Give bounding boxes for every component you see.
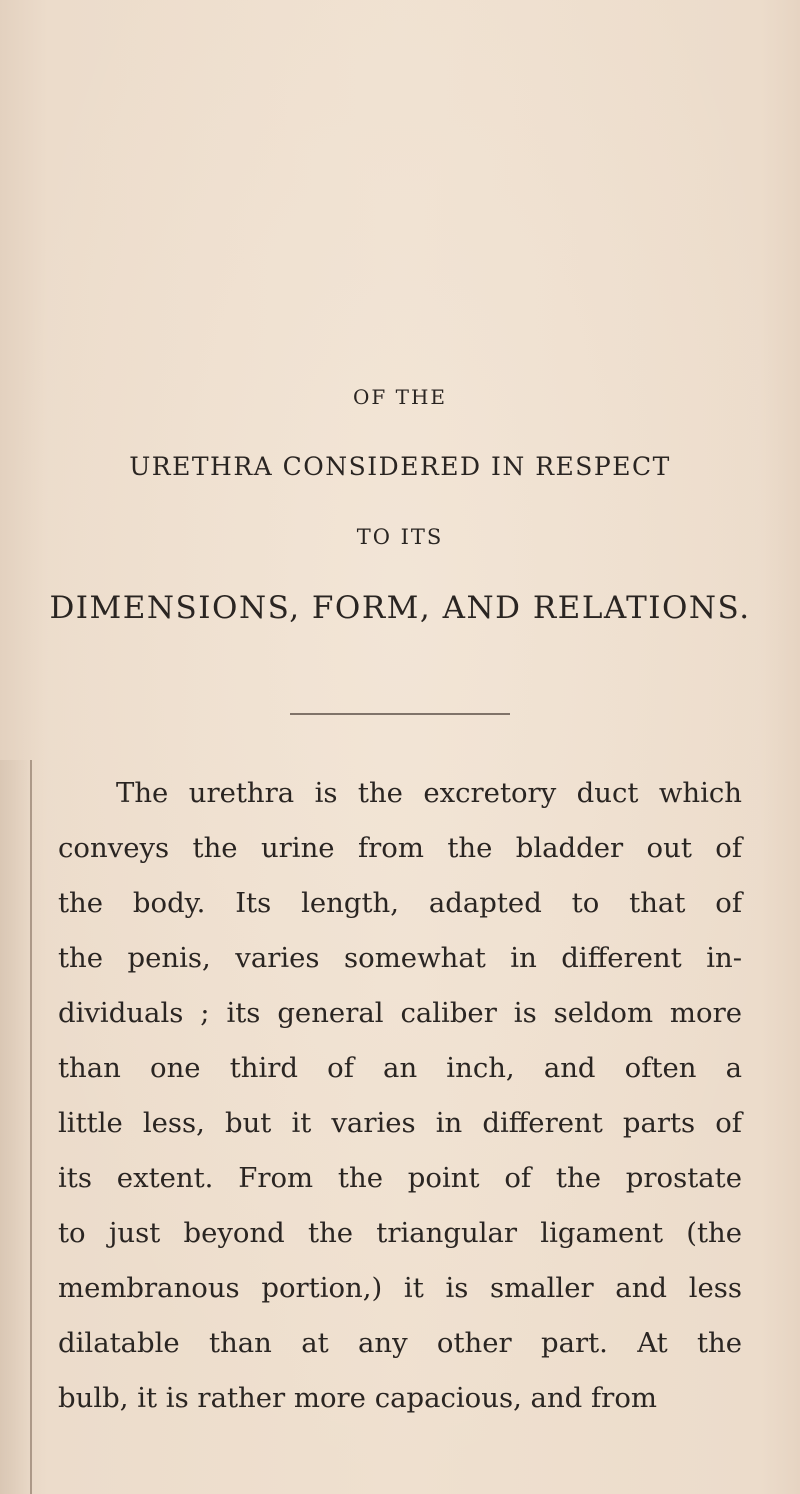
- body-line-11: dilatable than at any other part. At the: [58, 1327, 742, 1359]
- body-line-1: The urethra is the excretory duct which: [116, 777, 742, 809]
- body-line-12: bulb, it is rather more capacious, and from: [58, 1382, 657, 1414]
- heading-of-the: OF THE: [352, 385, 447, 409]
- body-line-5: dividuals ; its general caliber is seldom more: [58, 997, 742, 1029]
- body-line-7: little less, but it varies in different parts of: [58, 1107, 742, 1139]
- body-line-3: the body. Its length, adapted to that of: [58, 887, 742, 919]
- body-line-4: the penis, varies somewhat in different in-: [58, 942, 742, 974]
- body-line-10: membranous portion,) it is smaller and less: [58, 1272, 742, 1304]
- section-divider-rule: [290, 713, 510, 715]
- heading-dimensions-form-relations: DIMENSIONS, FORM, AND RELATIONS.: [49, 590, 751, 626]
- body-line-6: than one third of an inch, and often a: [58, 1052, 742, 1084]
- body-line-9: to just beyond the triangular ligament (the: [58, 1217, 742, 1249]
- heading-to-its: TO ITS: [356, 525, 444, 549]
- heading-urethra-considered: URETHRA CONSIDERED IN RESPECT: [129, 452, 671, 481]
- page-edge-shadow: [0, 760, 32, 1494]
- body-line-2: conveys the urine from the bladder out of: [58, 832, 742, 864]
- body-line-8: its extent. From the point of the prostate: [58, 1162, 742, 1194]
